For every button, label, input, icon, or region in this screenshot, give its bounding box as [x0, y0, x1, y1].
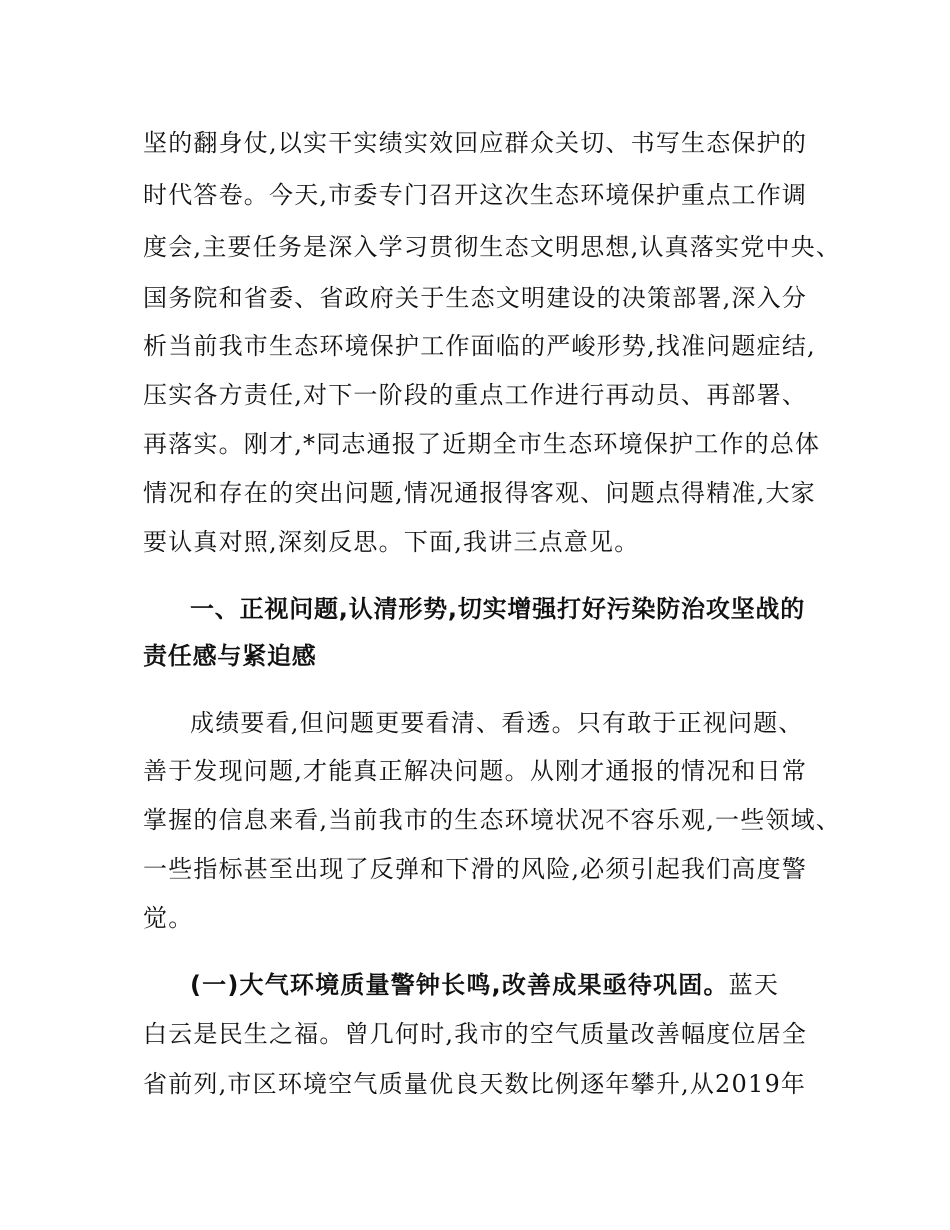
section-body-line-5: 觉。 — [143, 904, 194, 932]
intro-line-7: 再落实。刚才,*同志通报了近期全市生态环境保护工作的总体 — [143, 430, 821, 458]
section-body-line-1: 成绩要看,但问题更要看清、看透。只有敢于正视问题、 — [190, 709, 804, 737]
intro-line-4: 国务院和省委、省政府关于生态文明建设的决策部署,深入分 — [143, 284, 808, 312]
intro-line-2: 时代答卷。今天,市委专门召开这次生态环境保护重点工作调 — [143, 181, 808, 209]
subsection-body-line-2: 省前列,市区环境空气质量优良天数比例逐年攀升,从2019年 — [143, 1070, 807, 1098]
subsection-title-line — [190, 970, 779, 1000]
intro-line-6: 压实各方责任,对下一阶段的重点工作进行再动员、再部署、 — [143, 381, 808, 409]
intro-line-5: 析当前我市生态环境保护工作面临的严峻形势,找准问题症结, — [143, 332, 816, 360]
intro-line-8: 情况和存在的突出问题,情况通报得客观、问题点得精准,大家 — [143, 479, 816, 507]
section-body-line-4: 一些指标甚至出现了反弹和下滑的风险,必须引起我们高度警 — [143, 855, 808, 883]
section-body-line-2: 善于发现问题,才能真正解决问题。从刚才通报的情况和日常 — [143, 757, 808, 785]
intro-line-1: 坚的翻身仗,以实干实绩实效回应群众关切、书写生态保护的 — [143, 129, 808, 157]
subsection-title-tail: 蓝天 — [728, 971, 780, 999]
section-body-line-3: 掌握的信息来看,当前我市的生态环境状况不容乐观,一些领域、 — [143, 806, 842, 834]
intro-line-3: 度会,主要任务是深入学习贯彻生态文明思想,认真落实党中央、 — [143, 233, 842, 261]
section-heading-line-2: 责任感与紧迫感 — [143, 642, 317, 670]
intro-line-9: 要认真对照,深刻反思。下面,我讲三点意见。 — [143, 528, 640, 556]
section-heading-line-1: 一、正视问题,认清形势,切实增强打好污染防治攻坚战的 — [190, 595, 806, 623]
subsection-title: (一)大气环境质量警钟长鸣,改善成果亟待巩固。 — [190, 971, 729, 999]
subsection-body-line-1: 白云是民生之福。曾几何时,我市的空气质量改善幅度位居全 — [143, 1020, 808, 1048]
